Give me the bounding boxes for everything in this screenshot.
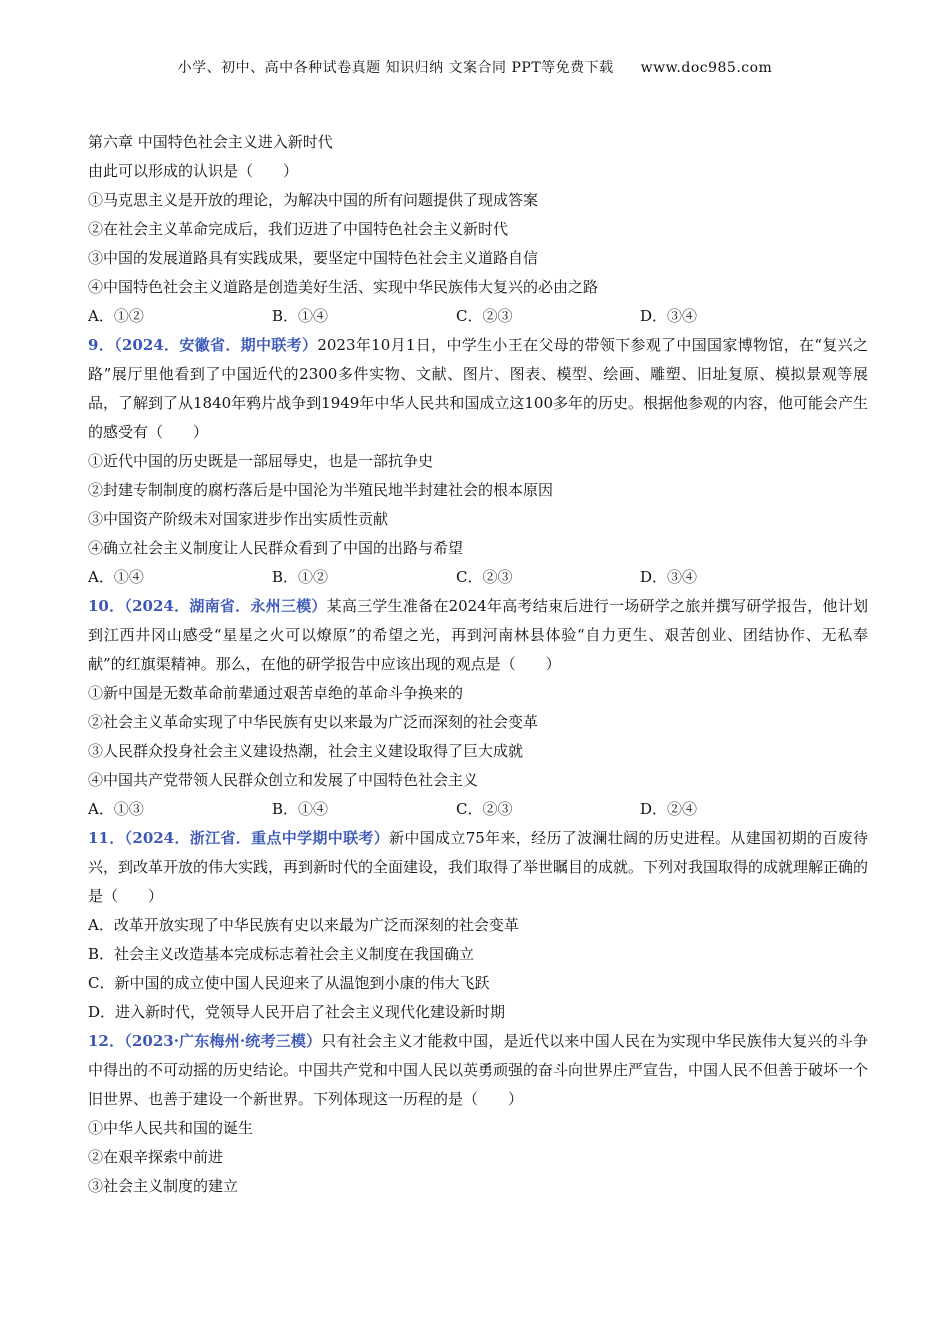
option-c: C．②③ [456,568,513,586]
answer-options [88,795,868,824]
question-11 [88,824,868,1027]
question-source: （2024．安徽省．期中联考） [114,336,318,354]
option-b: B．社会主义改造基本完成标志着社会主义制度在我国确立 [88,945,475,963]
statement-item: ②封建专制制度的腐朽落后是中国沦为半殖民地半封建社会的根本原因 [88,481,554,499]
option-b: B．①② [272,568,329,586]
header-url[interactable]: www.doc985.com [640,60,773,76]
statement-item: ④中国特色社会主义道路是创造美好生活、实现中华民族伟大复兴的必由之路 [88,278,599,296]
option-c: C．新中国的成立使中国人民迎来了从温饱到小康的伟大飞跃 [88,974,490,992]
question-9 [88,331,868,592]
option-a: A．改革开放实现了中华民族有史以来最为广泛而深刻的社会变革 [88,916,519,934]
statement-item: ①新中国是无数革命前辈通过艰苦卓绝的革命斗争换来的 [88,684,464,702]
statement-item: ④中国共产党带领人民群众创立和发展了中国特色社会主义 [88,771,479,789]
statement-item: ④确立社会主义制度让人民群众看到了中国的出路与希望 [88,539,464,557]
statement-item: ③社会主义制度的建立 [88,1177,239,1195]
option-a: A．①④ [88,568,144,586]
option-d: D．②④ [640,800,698,818]
question-number: 12． [88,1032,125,1050]
answer-options [88,302,868,331]
option-c: C．②③ [456,800,513,818]
question-number: 9． [88,336,115,354]
option-d: D．③④ [640,568,698,586]
question-text: 只有社会主义才能救中国，是近代以来中国人民在为实现中华民族伟大复兴的斗争中得出的不可动摇的历史结论。中国共产党和中国人民以英勇顽强的奋斗向世界庄严宣告，中国人民不但善于破坏一个旧世界、也善于建设一个新世界。下列体现这一历程的是（ ） [88,1032,869,1108]
statement-item: ③中国的发展道路具有实践成果，要坚定中国特色社会主义道路自信 [88,249,539,267]
question-12 [88,1027,868,1201]
option-d: D．进入新时代，党领导人民开启了社会主义现代化建设新时期 [88,1003,506,1021]
question-stem [88,592,868,679]
question-number: 11． [88,829,125,847]
chapter-title: 第六章 中国特色社会主义进入新时代 [88,133,333,151]
question-stem [88,824,868,911]
option-a: A．①③ [88,800,144,818]
question-text: 某高三学生准备在2024年高考结束后进行一场研学之旅并撰写研学报告，他计划到江西井冈山感受“星星之火可以燎原”的希望之光，再到河南林县体验“自力更生、艰苦创业、团结协作、无私奉献”的红旗渠精神。那么，在他的研学报告中应该出现的观点是（ ） [88,597,868,673]
statement-item: ②社会主义革命实现了中华民族有史以来最为广泛而深刻的社会变革 [88,713,539,731]
question-stem [88,331,868,447]
question-stem [88,1027,868,1114]
question-10 [88,592,868,824]
statement-item: ①中华人民共和国的诞生 [88,1119,254,1137]
question-source: （2024．湖南省．永州三模） [124,597,327,615]
statement-item: ②在社会主义革命完成后，我们迈进了中国特色社会主义新时代 [88,220,509,238]
question-text: 新中国成立75年来，经历了波澜壮阔的历史进程。从建国初期的百废待兴，到改革开放的伟大实践，再到新时代的全面建设，我们取得了举世瞩目的成就。下列对我国取得的成就理解正确的是（ ） [88,829,869,905]
option-c: C．②③ [456,307,513,325]
question-source: （2023·广东梅州·统考三模） [124,1032,322,1050]
statement-item: ②在艰辛探索中前进 [88,1148,224,1166]
question-number: 10． [88,597,125,615]
statement-item: ①马克思主义是开放的理论，为解决中国的所有问题提供了现成答案 [88,191,539,209]
statement-item: ③中国资产阶级未对国家进步作出实质性贡献 [88,510,389,528]
option-b: B．①④ [272,800,329,818]
statement-item: ③人民群众投身社会主义建设热潮，社会主义建设取得了巨大成就 [88,742,524,760]
header-text: 小学、初中、高中各种试卷真题 知识归纳 文案合同 PPT等免费下载 [177,60,614,76]
question-8 [88,128,868,331]
answer-options [88,563,868,592]
question-source: （2024．浙江省．重点中学期中联考） [124,829,390,847]
option-b: B．①④ [272,307,329,325]
question-text: 2023年10月1日，中学生小王在父母的带领下参观了中国国家博物馆，在“复兴之路”展厅里他看到了中国近代的2300多件实物、文献、图片、图表、模型、绘画、雕塑、旧址复原、模拟景观等展品，了解到了从1840年鸦片战争到1949年中华人民共和国成立这100多年的历史。根据他参观的内容，他可能会产生的感受有（ ） [88,336,869,441]
document-body [88,128,868,1201]
question-prompt: 由此可以形成的认识是（ ） [88,162,299,180]
option-a: A．①② [88,307,144,325]
page-header [0,57,950,77]
statement-item: ①近代中国的历史既是一部屈辱史，也是一部抗争史 [88,452,434,470]
option-d: D．③④ [640,307,698,325]
